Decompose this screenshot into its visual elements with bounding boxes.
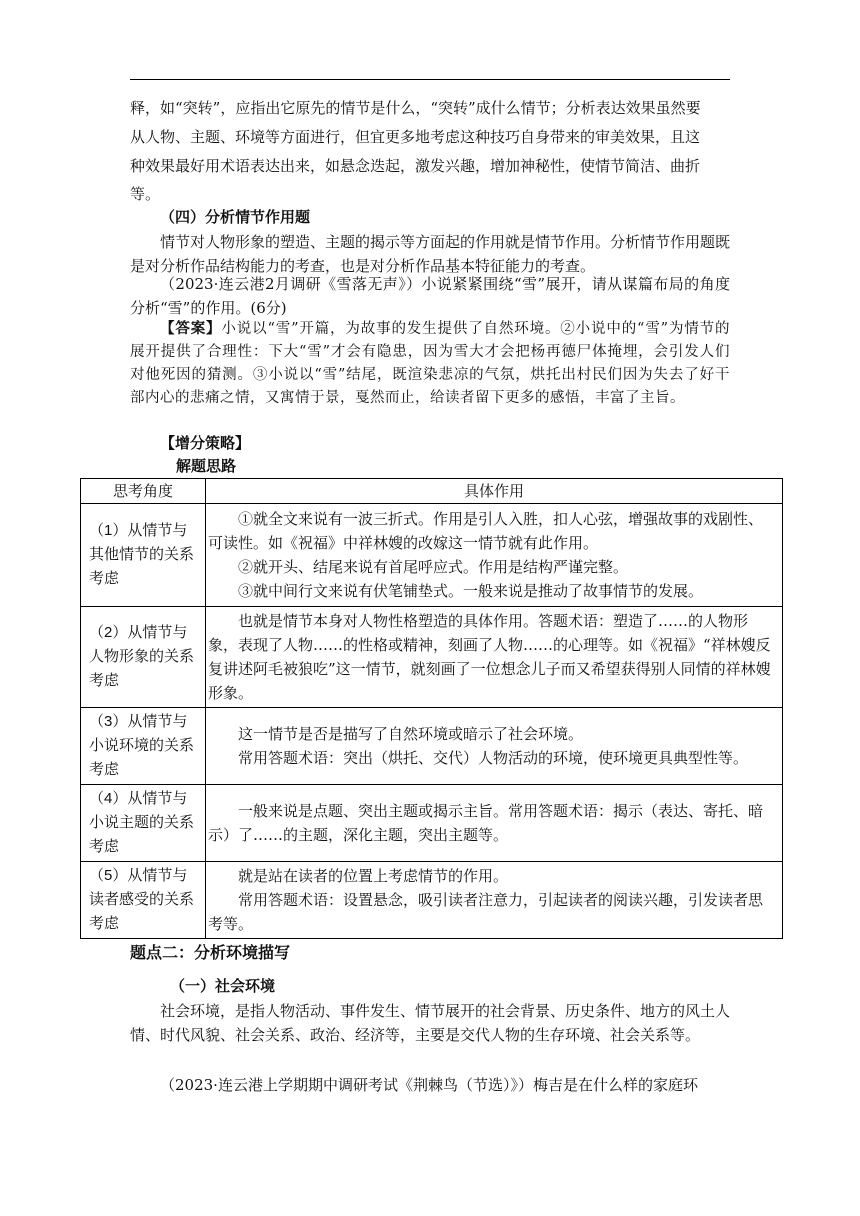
effect-line: ③就中间行文来说有伏笔铺垫式。一般来说是推动了故事情节的发展。 <box>238 582 704 600</box>
effect-line: 常用答题术语：突出（烘托、交代）人物活动的环境，使环境更具典型性等。 <box>238 749 749 767</box>
table-header: 具体作用 <box>206 479 783 504</box>
plot-function-table <box>80 478 783 939</box>
intro-line-3: 种效果最好用术语表达出来，如悬念迭起，激发兴趣，增加神秘性，使情节简洁、曲折 <box>130 157 701 175</box>
angle-cell: （2）从情节与人物形象的关系考虑 <box>81 607 206 708</box>
strategy-label: 【增分策略】 <box>160 435 251 452</box>
effect-cell <box>206 862 783 939</box>
table-row <box>81 504 783 607</box>
part2-question: （2023·连云港上学期期中调研考试《荆棘鸟（节选）》）梅吉是在什么样的家庭环 <box>160 1076 698 1094</box>
effect-line: 这一情节是否是描写了自然环境或暗示了社会环境。 <box>238 725 584 743</box>
part2-subheading: （一）社会环境 <box>170 978 276 995</box>
angle-cell: （1）从情节与其他情节的关系考虑 <box>81 504 206 607</box>
intro-line-4: 等。 <box>130 185 161 203</box>
part2-heading: 题点二：分析环境描写 <box>130 945 291 962</box>
answer-text: 小说以“雪”开篇，为故事的发生提供了自然环境。②小说中的“雪”为情节的展开提供了合理性：下大“雪”才会有隐患，因为雪大才会把杨再德尸体掩埋，会引发人们对他死因的猜测。③小说以“雪”结尾，既渲染悲凉的气氛，烘托出村民们因为失去了好干部内心的悲痛之情，又寓情于景，戛然而止，给读者留下更多的感悟，丰富了主旨。 <box>130 321 730 406</box>
effect-line: ②就开头、结尾来说有首尾呼应式。作用是结构严谨完整。 <box>238 558 629 576</box>
effect-line: 就是站在读者的位置上考虑情节的作用。 <box>238 867 509 885</box>
table-row <box>81 862 783 939</box>
table-row <box>81 708 783 785</box>
table-row <box>81 785 783 862</box>
section4-heading: （四）分析情节作用题 <box>160 209 311 226</box>
part2-paragraph: 社会环境，是指人物活动、事件发生、情节展开的社会背景、历史条件、地方的风土人情、时代风貌、社会关系、政治、经济等，主要是交代人物的生存环境、社会关系等。 <box>130 1002 731 1044</box>
intro-line-1: 释，如“突转”，应指出它原先的情节是什么，“突转”成什么情节；分析表达效果虽然要 <box>130 99 701 117</box>
table-header-row <box>81 479 783 504</box>
answer-label: 【答案】 <box>160 321 222 337</box>
effect-line: ①就全文来说有一波三折式。作用是引人入胜，扣人心弦，增强故事的戏剧性、可读性。如《祝福》中祥林嫂的改嫁这一情节就有此作用。 <box>208 510 764 552</box>
angle-cell: （3）从情节与小说环境的关系考虑 <box>81 708 206 785</box>
angle-cell: （4）从情节与小说主题的关系考虑 <box>81 785 206 862</box>
table-header: 思考角度 <box>81 479 206 504</box>
effect-cell <box>206 607 783 708</box>
thinking-label: 解题思路 <box>176 458 237 475</box>
header-rule <box>130 79 730 80</box>
section4-question: （2023·连云港2月调研《雪落无声》）小说紧紧围绕“雪”展开，请从谋篇布局的角度分析“雪”的作用。(6分) <box>130 275 730 317</box>
answer-block <box>130 318 730 410</box>
effect-cell <box>206 785 783 862</box>
effect-line: 也就是情节本身对人物性格塑造的具体作用。答题术语：塑造了……的人物形象，表现了人物……的性格或精神，刻画了人物……的心理等。如《祝福》“祥林嫂反复讲述阿毛被狼吃”这一情节，就刻画了一位想念儿子而又希望获得别人同情的祥林嫂形象。 <box>208 612 771 702</box>
section4-paragraph: 情节对人物形象的塑造、主题的揭示等方面起的作用就是情节作用。分析情节作用题既是对分析作品结构能力的考查，也是对分析作品基本特征能力的考查。 <box>130 233 731 275</box>
effect-line: 常用答题术语：设置悬念，吸引读者注意力，引起读者的阅读兴趣，引发读者思考等。 <box>208 891 764 933</box>
effect-cell <box>206 504 783 607</box>
effect-line: 一般来说是点题、突出主题或揭示主旨。常用答题术语：揭示（表达、寄托、暗示）了……的主题，深化主题，突出主题等。 <box>208 802 764 844</box>
effect-cell <box>206 708 783 785</box>
table-row <box>81 607 783 708</box>
intro-line-2: 从人物、主题、环境等方面进行，但宜更多地考虑这种技巧自身带来的审美效果，且这 <box>130 128 701 146</box>
angle-cell: （5）从情节与读者感受的关系考虑 <box>81 862 206 939</box>
